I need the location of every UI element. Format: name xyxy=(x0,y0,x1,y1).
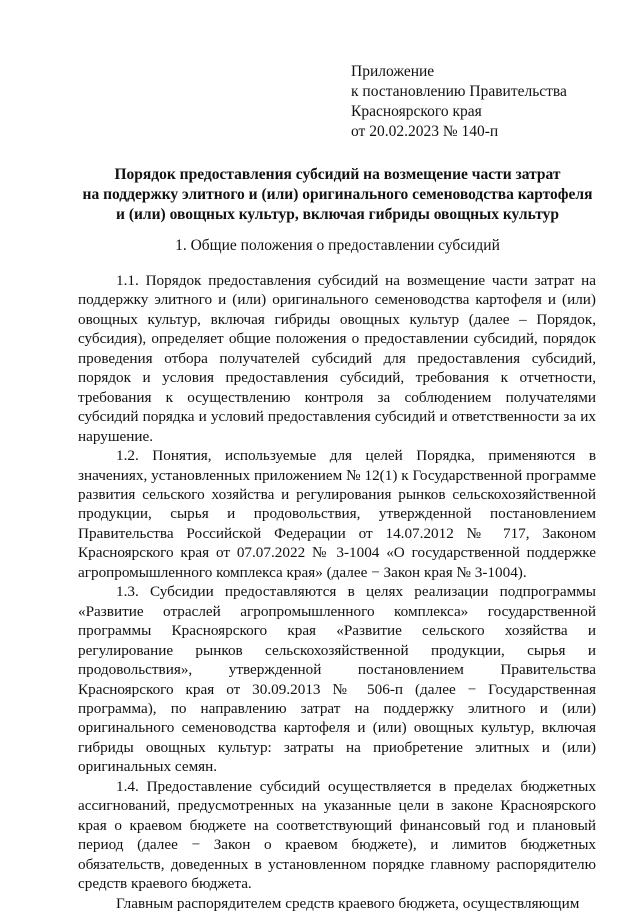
paragraph-continuation: Главным распорядителем средств краевого бюджета, осуществляющим xyxy=(116,894,580,912)
section-heading: 1. Общие положения о предоставлении субсидий xyxy=(175,237,500,254)
paragraph-1-3: 1.3. Субсидии предоставляются в целях реализации подпрограммы «Развитие отраслей агропромышленного комплекса» государственной программы Красноярского края «Развитие сельского хозяйства и регулирование рынков сельскохозяйственной продукции, сырья и продовольствия», утвержденной постановлением Правительства Красноярского края от 30.09.2013 № 506-п (далее − Государственная программа), по направлению затрат на поддержку элитного и (или) оригинального семеноводства картофеля и (или) овощных культур, включая гибриды овощных культур: затраты на приобретение элитных и (или) оригинальных семян. xyxy=(78,583,596,776)
appendix-line-2: к постановлению Правительства xyxy=(351,83,567,100)
title-line-2: на поддержку элитного и (или) оригинального семеноводства картофеля xyxy=(82,186,593,203)
appendix-line-1: Приложение xyxy=(351,63,435,80)
paragraph-1-1: 1.1. Порядок предоставления субсидий на возмещение части затрат на поддержку элитного и (или) оригинального семеноводства картофеля и (или) овощных культур, включая гибриды овощных культур (далее – Порядок, субсидия), определяет общие положения о предоставлении субсидий, порядок проведения отбора получателей субсидий для предоставления субсидий, порядок и условия предоставления субсидий, требования к отчетности, требования к осуществлению контроля за соблюдением получателями субсидий порядка и условий предоставления субсидий и ответственности за их нарушение. xyxy=(78,272,596,445)
title-line-3: и (или) овощных культур, включая гибриды овощных культур xyxy=(116,206,559,223)
title-line-1: Порядок предоставления субсидий на возмещение части затрат xyxy=(114,166,561,183)
appendix-line-3: Красноярского края xyxy=(351,103,482,120)
appendix-block xyxy=(351,62,567,142)
section-body xyxy=(78,271,596,913)
paragraph-1-4: 1.4. Предоставление субсидий осуществляется в пределах бюджетных ассигнований, предусмотренных на указанные цели в законе Красноярского края о краевом бюджете на соответствующий финансовый год и плановый период (далее − Закон о краевом бюджете), и лимитов бюджетных обязательств, доведенных в установленном порядке главному распорядителю средств краевого бюджета. xyxy=(78,777,596,893)
document-title xyxy=(40,165,635,225)
appendix-line-4: от 20.02.2023 № 140-п xyxy=(351,123,499,140)
paragraph-1-2: 1.2. Понятия, используемые для целей Порядка, применяются в значениях, установленных приложением № 12(1) к Государственной программе развития сельского хозяйства и регулирования рынков сельскохозяйственной продукции, сырья и продовольствия, утвержденной постановлением Правительства Российской Федерации от 14.07.2012 № 717, Законом Красноярского края от 07.07.2022 № 3-1004 «О государственной поддержке агропромышленного комплекса края» (далее − Закон края № 3-1004). xyxy=(78,447,596,581)
